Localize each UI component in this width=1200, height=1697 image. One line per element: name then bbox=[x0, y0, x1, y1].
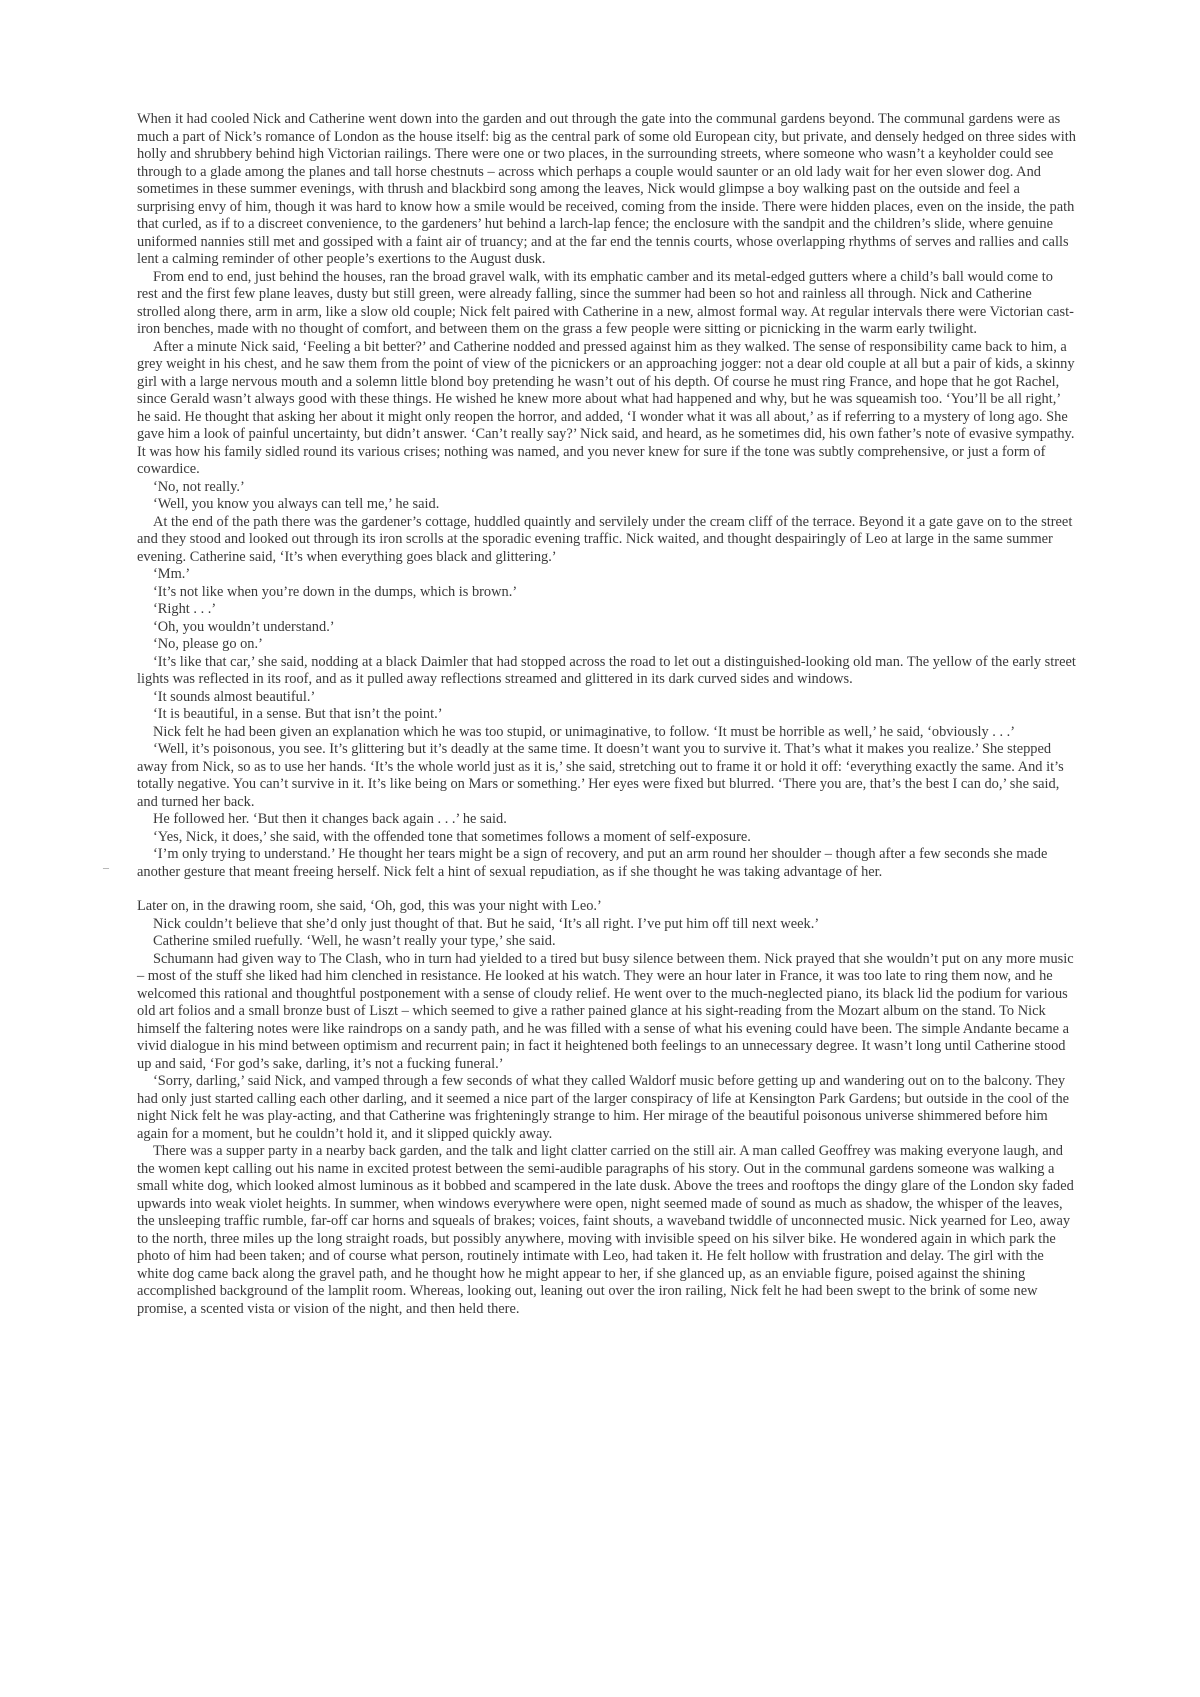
dialogue-line: ‘It’s not like when you’re down in the dumps, which is brown.’ bbox=[153, 583, 518, 600]
paragraph: At the end of the path there was the gardener’s cottage, huddled quaintly and servilely under the cream cliff of the terrace. Beyond it a gate gave on to the street and they stood and looked out through its iron scrolls at the sporadic evening traffic. Nick waited, and thought despairingly of Leo at large in the same summer evening. Catherine said, ‘It’s when everything goes black and glittering.’ bbox=[137, 513, 1073, 565]
dialogue-line: ‘Oh, you wouldn’t understand.’ bbox=[153, 618, 335, 635]
dialogue-line: ‘No, please go on.’ bbox=[153, 636, 263, 652]
paragraph: Nick couldn’t believe that she’d only just thought of that. But he said, ‘It’s all right. I’ve put him off till next week.’ bbox=[153, 915, 820, 932]
dialogue-line: ‘It sounds almost beautiful.’ bbox=[153, 688, 316, 705]
dialogue-line: ‘It is beautiful, in a sense. But that isn’t the point.’ bbox=[153, 706, 443, 722]
dialogue-line: ‘Well, you know you always can tell me,’ he said. bbox=[153, 496, 440, 512]
paragraph: Nick felt he had been given an explanation which he was too stupid, or unimaginative, to follow. ‘It must be horrible as well,’ he said, ‘obviously . . .’ bbox=[153, 723, 1016, 740]
paragraph: After a minute Nick said, ‘Feeling a bit better?’ and Catherine nodded and pressed against him as they walked. The sense of responsibility came back to him, a grey weight in his chest, and he saw them from the point of view of the picnickers or an approaching jogger: not a dear old couple at all but a pair of kids, a skinny girl with a large nervous mouth and a solemn little blond boy pretending he wasn’t out of his depth. Of course he must ring France, and hope that he got Rachel, since Gerald wasn’t always good with these things. He wished he knew more about what had happened and why, but he was squeamish too. ‘You’ll be all right,’ he said. He thought that asking her about it might only reopen the horror, and added, ‘I wonder what it was all about,’ as if referring to a mystery of long ago. She gave him a look of painful uncertainty, but didn’t answer. ‘Can’t really say?’ Nick said, and heard, as he sometimes did, his own father’s note of evasive sympathy. It was how his family sidled round its various crises; nothing was named, and you never knew for sure if the tone was subtly comprehensive, or just a form of cowardice. bbox=[137, 338, 1075, 477]
section-start-paragraph: Later on, in the drawing room, she said, ‘Oh, god, this was your night with Leo.’ bbox=[137, 898, 602, 914]
paragraph: From end to end, just behind the houses, ran the broad gravel walk, with its emphatic camber and its metal-edged gutters where a child’s ball would come to rest and the first few plane leaves, dusty but still green, were already falling, since the summer had been so hot and rainless all through. Nick and Catherine strolled along there, arm in arm, like a slow old couple; Nick felt paired with Catherine in a new, almost formal way. At regular intervals there were Victorian cast-iron benches, made with no thought of comfort, and between them on the grass a few people were sitting or picnicking in the warm early twilight. bbox=[137, 268, 1074, 337]
margin-mark: – bbox=[103, 860, 109, 874]
dialogue-line: ‘Right . . .’ bbox=[153, 601, 217, 617]
paragraph: ‘I’m only trying to understand.’ He thought her tears might be a sign of recovery, and put an arm round her shoulder – though after a few seconds she made another gesture that meant freeing herself. Nick felt a hint of sexual repudiation, as if she thought he was taking advantage of her. bbox=[137, 846, 1048, 880]
dialogue-line: ‘No, not really.’ bbox=[153, 478, 245, 495]
paragraph: When it had cooled Nick and Catherine went down into the garden and out through the gate into the communal gardens beyond. The communal gardens were as much a part of Nick’s romance of London as the house itself: big as the central park of some old European city, but private, and densely hedged on three sides with holly and shrubbery behind high Victorian railings. There were one or two places, in the surrounding streets, where someone who wasn’t a keyholder could see through to a glade among the planes and tall horse chestnuts – across which perhaps a couple would saunter or an old lady wait for her even slower dog. And sometimes in these summer evenings, with thrush and blackbird song among the leaves, Nick would glimpse a boy walking past on the outside and feel a surprising envy of him, though it was hard to know how a smile would be received, coming from the inside. There were hidden places, even on the inside, the path that curled, as if to a discreet convenience, to the gardeners’ hut behind a larch-lap fence; the enclosure with the sandpit and the children’s slide, where genuine uniformed nannies still met and gossiped with a faint air of truancy; and at the far end the tennis courts, whose overlapping rhythms of serves and rallies and calls lent a calming reminder of other people’s exertions to the August dusk. bbox=[137, 111, 1076, 267]
document-page bbox=[137, 111, 1077, 1318]
dialogue-line: Catherine smiled ruefully. ‘Well, he wasn’t really your type,’ she said. bbox=[153, 933, 556, 949]
paragraph: There was a supper party in a nearby back garden, and the talk and light clatter carried on the still air. A man called Geoffrey was making everyone laugh, and the women kept calling out his name in excited protest between the semi-audible paragraphs of his story. Out in the communal gardens someone was walking a small white dog, which looked almost luminous as it bobbed and scampered in the late dusk. Above the trees and rooftops the dingy glare of the London sky faded upwards into weak violet heights. In summer, when windows everywhere were open, night seemed made of sound as much as shadow, the whisper of the leaves, the unsleeping traffic rumble, far-off car horns and squeals of brakes; voices, faint shouts, a waveband twiddle of unconnected music. Nick yearned for Leo, away to the north, three miles up the long straight roads, but possibly anywhere, moving with invisible speed on his silver bike. He wondered again in which park the photo of him had been taken; and of course what person, routinely intimate with Leo, had taken it. He felt hollow with frustration and delay. The girl with the white dog came back along the gravel path, and he thought how he might appear to her, if she glanced up, as an enviable figure, poised against the shining accomplished background of the lamplit room. Whereas, looking out, leaning out over the iron railing, Nick felt he had been swept to the brink of some new promise, a scented vista or vision of the night, and then held there. bbox=[137, 1143, 1074, 1317]
dialogue-line: He followed her. ‘But then it changes back again . . .’ he said. bbox=[153, 811, 507, 827]
paragraph: ‘It’s like that car,’ she said, nodding at a black Daimler that had stopped across the road to let out a distinguished-looking old man. The yellow of the early street lights was reflected in its roof, and as it pulled away reflections streamed and glittered in its dark curved sides and windows. bbox=[137, 653, 1076, 687]
dialogue-line: ‘Mm.’ bbox=[153, 566, 191, 582]
dialogue-line: ‘Yes, Nick, it does,’ she said, with the offended tone that sometimes follows a moment of self-exposure. bbox=[153, 828, 751, 845]
paragraph: ‘Well, it’s poisonous, you see. It’s glittering but it’s deadly at the same time. It doesn’t want you to survive it. That’s what it makes you realize.’ She stepped away from Nick, so as to use her hands. ‘It’s the whole world just as it is,’ she said, stretching out to frame it or hold it off: ‘everything exactly the same. And it’s totally negative. You can’t survive in it. It’s like being on Mars or something.’ Her eyes were fixed but blurred. ‘There you are, that’s the best I can do,’ she said, and turned her back. bbox=[137, 741, 1064, 810]
paragraph: ‘Sorry, darling,’ said Nick, and vamped through a few seconds of what they called Waldorf music before getting up and wandering out on to the balcony. They had only just started calling each other darling, and it seemed a nice part of the larger conspiracy of life at Kensington Park Gardens; but outside in the cool of the night Nick felt he was play-acting, and that Catherine was frighteningly strange to him. Her mirage of the beautiful poisonous universe shimmered before him again for a moment, but he couldn’t hold it, and it slipped quickly away. bbox=[137, 1073, 1070, 1142]
paragraph: Schumann had given way to The Clash, who in turn had yielded to a tired but busy silence between them. Nick prayed that she wouldn’t put on any more music – most of the stuff she liked had him clenched in resistance. He looked at his watch. They were an hour later in France, it was too late to ring them now, and he welcomed this rational and thoughtful postponement with a sense of cloudy relief. He went over to the much-neglected piano, its black lid the podium for various old art folios and a small bronze bust of Liszt – which seemed to give a rather pained glance at his sight-reading from the Mozart album on the stand. To Nick himself the faltering notes were like raindrops on a sandy path, and he was filled with a sense of what his evening could have been. The simple Andante became a vivid dialogue in his mind between optimism and recurrent pain; in fact it heightened both feelings to an unnecessary degree. It wasn’t long until Catherine stood up and said, ‘For god’s sake, darling, it’s not a fucking funeral.’ bbox=[137, 950, 1074, 1072]
